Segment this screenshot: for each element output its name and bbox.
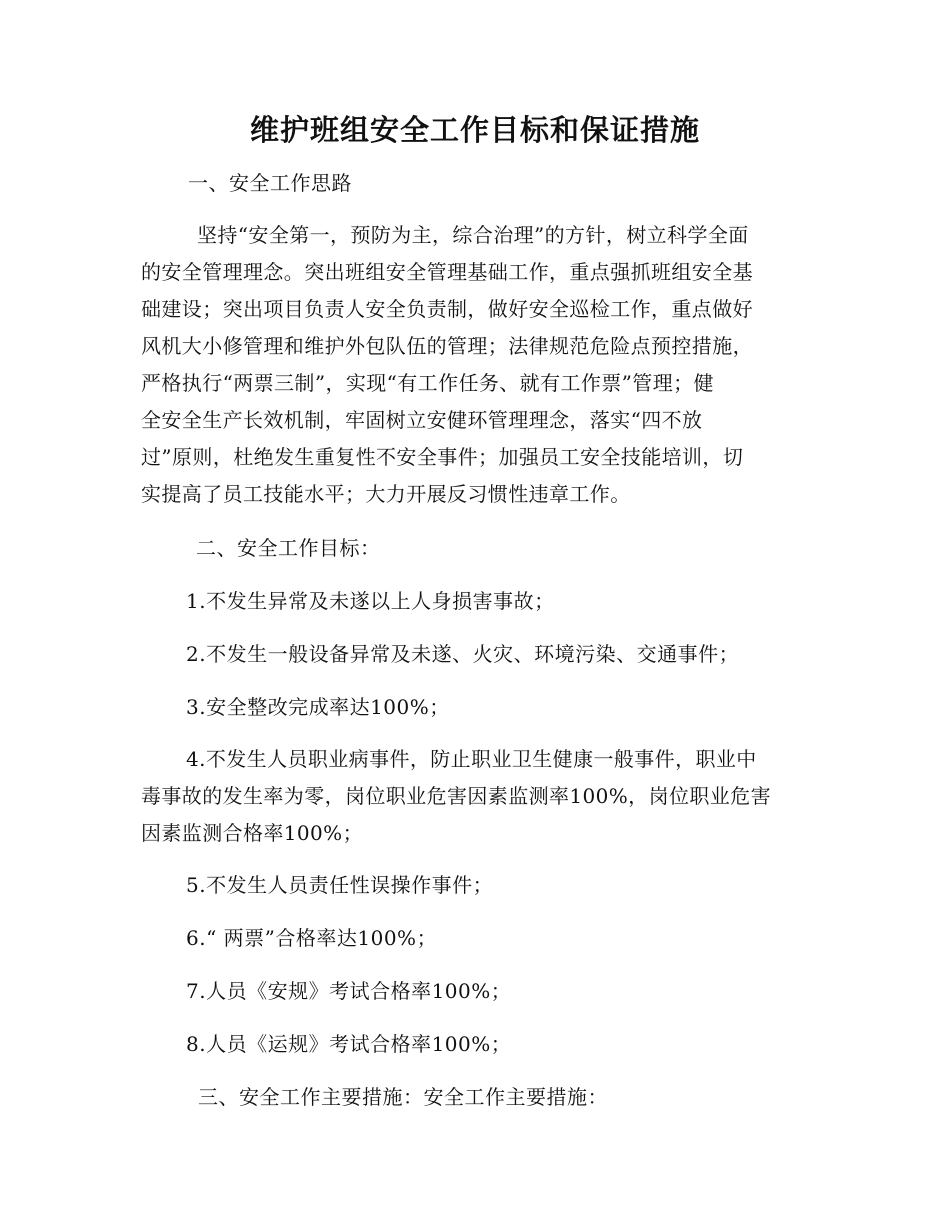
- goal-item-4: [141, 741, 801, 852]
- document-title: 维护班组安全工作目标和保证措施: [249, 113, 700, 147]
- paragraph-line: 严格执行“两票三制”，实现“有工作任务、就有工作票”管理；健: [141, 371, 714, 395]
- paragraph-line: 坚持“安全第一，预防为主，综合治理”的方针，树立科学全面: [197, 223, 749, 247]
- paragraph-line: 全安全生产长效机制，牢固树立安健环管理理念，落实“四不放: [141, 408, 703, 432]
- paragraph-line: 风机大小修管理和维护外包队伍的管理；法律规范危险点预控措施，: [141, 334, 753, 358]
- paragraph-line: 实提高了员工技能水平；大力开展反习惯性违章工作。: [141, 482, 631, 506]
- paragraph-line: 础建设；突出项目负责人安全负责制，做好安全巡检工作，重点做好: [141, 297, 753, 321]
- section-1-heading: 一、安全工作思路: [188, 171, 352, 195]
- section-1-paragraph: [141, 217, 801, 513]
- section-2-heading: 二、安全工作目标：: [196, 536, 381, 560]
- goal-item-7: 7.人员《安规》考试合格率100%；: [186, 979, 512, 1003]
- section-3-heading: 三、安全工作主要措施：安全工作主要措施：: [198, 1085, 608, 1109]
- goal-item-2: 2.不发生一般设备异常及未遂、火灾、环境污染、交通事件；: [186, 642, 740, 666]
- goal-item-4-line: 因素监测合格率100%；: [141, 821, 363, 845]
- goal-item-1: 1.不发生异常及未遂以上人身损害事故；: [186, 589, 555, 613]
- paragraph-line: 的安全管理理念。突出班组安全管理基础工作，重点强抓班组安全基: [141, 260, 753, 284]
- goal-item-6: 6.“ 两票”合格率达100%；: [186, 926, 438, 950]
- paragraph-line: 过”原则，杜绝发生重复性不安全事件；加强员工安全技能培训，切: [141, 445, 744, 469]
- goal-item-8: 8.人员《运规》考试合格率100%；: [186, 1032, 512, 1056]
- goal-item-4-line: 4.不发生人员职业病事件，防止职业卫生健康一般事件，职业中: [186, 747, 757, 771]
- goal-item-5: 5.不发生人员责任性误操作事件；: [186, 873, 494, 897]
- goal-item-4-line: 毒事故的发生率为零，岗位职业危害因素监测率100%，岗位职业危害: [141, 784, 771, 808]
- goal-item-3: 3.安全整改完成率达100%；: [186, 695, 450, 719]
